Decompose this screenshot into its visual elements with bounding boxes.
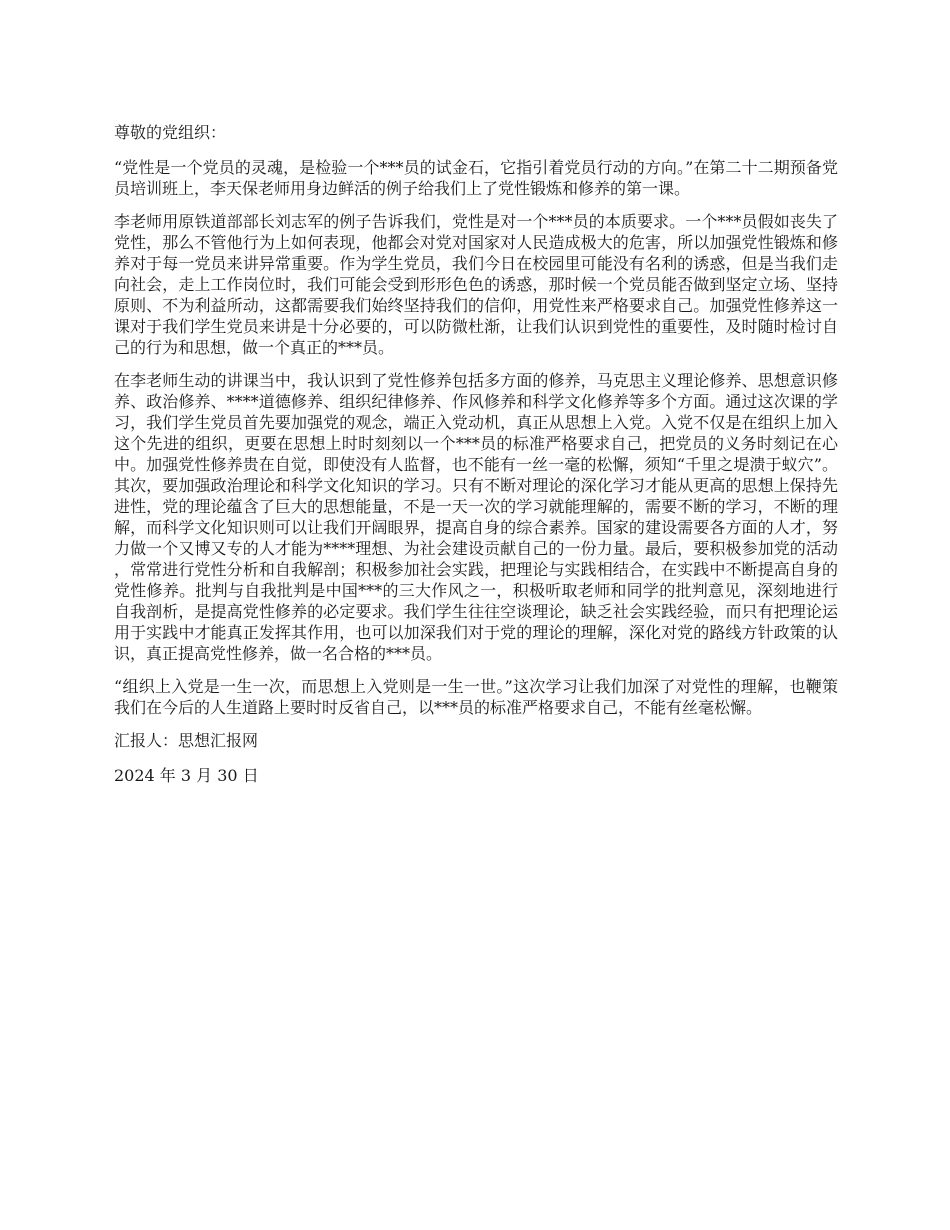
body-paragraph-3: 在李老师生动的讲课当中，我认识到了党性修养包括多方面的修养，马克思主义理论修养、思想意识修养、政治修养、****道德修养、组织纪律修养、作风修养和科学文化修养等多个方面。通过这次课的学习，我们学生党员首先要加强党的观念，端正入党动机，真正从思想上入党。入党不仅是在组织上加入这个先进的组织，更要在思想上时时刻刻以一个***员的标准严格要求自己，把党员的义务时刻记在心中。加强党性修养贵在自觉，即使没有人监督，也不能有一丝一毫的松懈，须知“千里之堤溃于蚁穴”。其次，要加强政治理论和科学文化知识的学习。只有不断对理论的深化学习才能从更高的思想上保持先进性，党的理论蕴含了巨大的思想能量，不是一天一次的学习就能理解的，需要不断的学习，不断的理解，而科学文化知识则可以让我们开阔眼界，提高自身的综合素养。国家的建设需要各方面的人才，努力做一个又博又专的人才能为****理想、为社会建设贡献自己的一份力量。最后，要积极参加党的活动，常常进行党性分析和自我解剖；积极参加社会实践，把理论与实践相结合，在实践中不断提高自身的党性修养。批判与自我批判是中国***的三大作风之一，积极听取老师和同学的批判意见，深刻地进行自我剖析，是提高党性修养的必定要求。我们学生往往空谈理论，缺乏社会实践经验，而只有把理论运用于实践中才能真正发挥其作用，也可以加深我们对于党的理论的理解，深化对党的路线方针政策的认识，真正提高党性修养，做一名合格的***员。 — [114, 371, 838, 663]
signature: 汇报人：思想汇报网 — [114, 731, 259, 750]
body-paragraph-2: 李老师用原铁道部部长刘志军的例子告诉我们，党性是对一个***员的本质要求。一个***员假如丧失了党性，那么不管他行为上如何表现，他都会对党对国家对人民造成极大的危害，所以加强党性锻炼和修养对于每一党员来讲异常重要。作为学生党员，我们今日在校园里可能没有名利的诱惑，但是当我们走向社会，走上工作岗位时，我们可能会受到形形色色的诱惑，那时候一个党员能否做到坚定立场、坚持原则、不为利益所动，这都需要我们始终坚持我们的信仰，用党性来严格要求自己。加强党性修养这一课对于我们学生党员来讲是十分必要的，可以防微杜渐，让我们认识到党性的重要性，及时随时检讨自己的行为和思想，做一个真正的***员。 — [114, 212, 838, 357]
body-paragraph-4: “组织上入党是一生一次，而思想上入党则是一生一世。”这次学习让我们加深了对党性的理解，也鞭策我们在今后的人生道路上要时时反省自己，以***员的标准严格要求自己，不能有丝毫松懈。 — [114, 677, 838, 717]
report-date: 2024 年 3 月 30 日 — [114, 766, 259, 785]
body-paragraph-1: “党性是一个党员的灵魂，是检验一个***员的试金石，它指引着党员行动的方向。”在第二十二期预备党员培训班上，李天保老师用身边鲜活的例子给我们上了党性锻炼和修养的第一课。 — [114, 158, 838, 198]
salutation: 尊敬的党组织： — [114, 123, 227, 142]
document-page — [114, 122, 838, 798]
